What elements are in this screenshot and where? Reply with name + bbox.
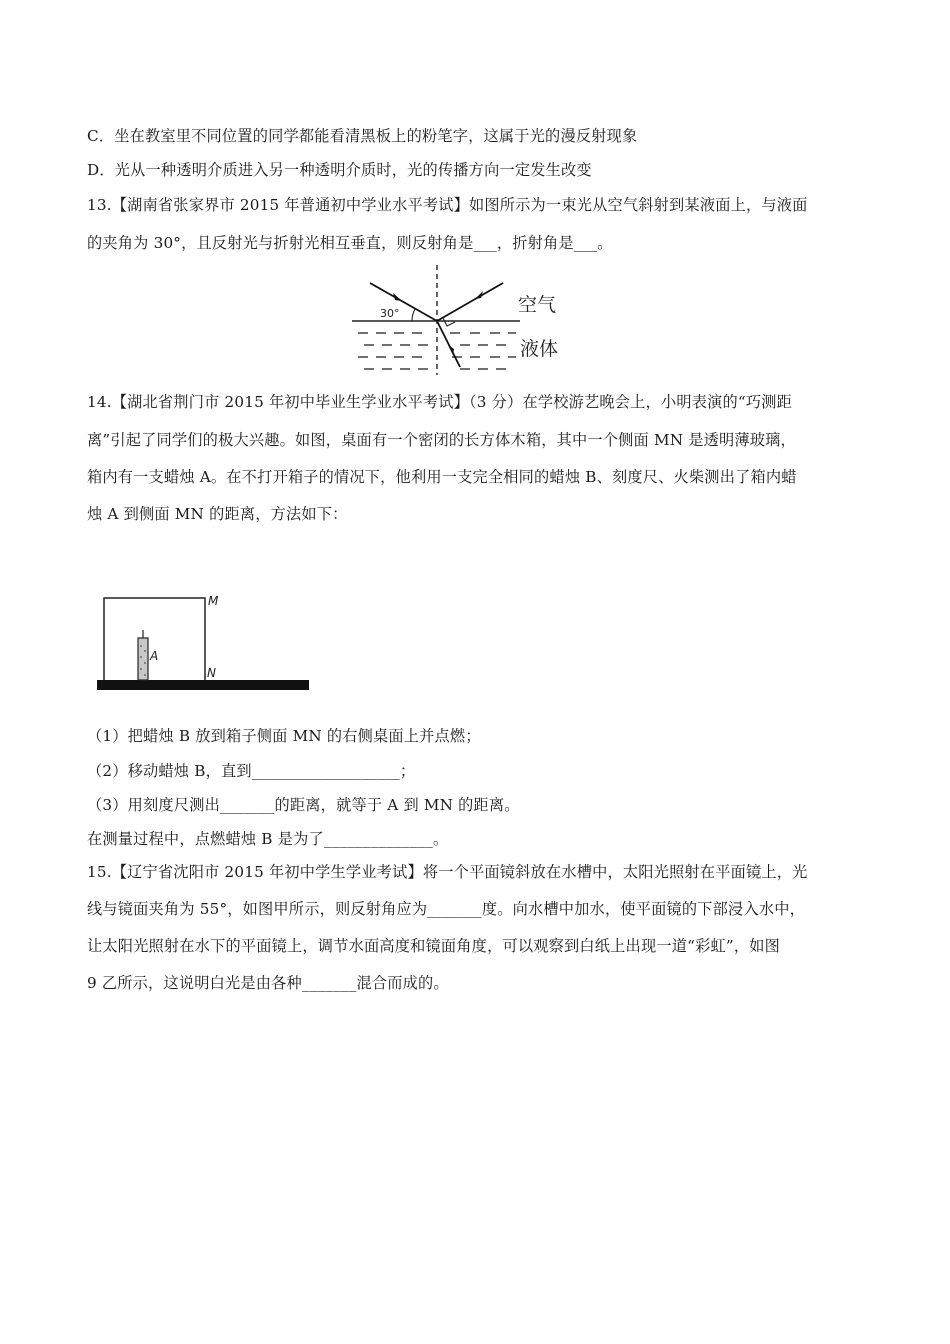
step-2: （2）移动蜡烛 B，直到___________________； bbox=[87, 762, 416, 780]
label-a: A bbox=[150, 649, 159, 663]
question-14-line-3: 箱内有一支蜡烛 A。在不打开箱子的情况下，他利用一支完全相同的蜡烛 B、刻度尺、火柴测出了箱内蜡 bbox=[87, 468, 797, 486]
question-15-line-4: 9 乙所示，这说明白光是由各种_______混合而成的。 bbox=[87, 974, 449, 992]
label-m: M bbox=[208, 594, 219, 608]
right-angle-mark bbox=[443, 318, 455, 326]
reflected-arrow-icon bbox=[475, 291, 483, 299]
option-d: D．光从一种透明介质进入另一种透明介质时，光的传播方向一定发生改变 bbox=[87, 161, 592, 179]
question-15-line-1: 15.【辽宁省沈阳市 2015 年初中学生学业考试】将一个平面镜斜放在水槽中，太阳光照射在平面镜上，光 bbox=[87, 863, 808, 881]
reflected-ray bbox=[437, 283, 503, 321]
table-surface bbox=[97, 680, 309, 690]
measurement-note: 在测量过程中，点燃蜡烛 B 是为了______________。 bbox=[87, 830, 449, 848]
question-14-line-4: 烛 A 到侧面 MN 的距离，方法如下： bbox=[87, 505, 348, 523]
box-outline bbox=[104, 598, 205, 680]
candle-a bbox=[138, 638, 148, 680]
step-3: （3）用刻度尺测出_______的距离，就等于 A 到 MN 的距离。 bbox=[87, 796, 520, 814]
question-15-line-2: 线与镜面夹角为 55°，如图甲所示，则反射角应为_______度。向水槽中加水，使平面镜的下部浸入水中， bbox=[87, 900, 805, 918]
liquid-label: 液体 bbox=[520, 338, 559, 360]
question-14-line-2: 离”引起了同学们的极大兴趣。如图，桌面有一个密闭的长方体木箱，其中一个侧面 MN 是透明薄玻璃， bbox=[87, 431, 796, 449]
angle-label: 30° bbox=[380, 307, 400, 320]
question-13-line-2: 的夹角为 30°，且反射光与折射光相互垂直，则反射角是___，折射角是___。 bbox=[87, 234, 613, 252]
angle-arc bbox=[412, 309, 415, 321]
question-14-line-1: 14.【湖北省荆门市 2015 年初中毕业生学业水平考试】（3 分）在学校游艺晚会上，小明表演的“巧测距 bbox=[87, 393, 793, 411]
question-13-line-1: 13.【湖南省张家界市 2015 年普通初中学业水平考试】如图所示为一束光从空气斜射到某液面上，与液面 bbox=[87, 196, 808, 214]
figure-14-box-diagram bbox=[85, 588, 315, 700]
question-15-line-3: 让太阳光照射在水下的平面镜上，调节水面高度和镜面角度，可以观察到白纸上出现一道“彩虹”，如图 bbox=[87, 937, 780, 955]
step-1: （1）把蜡烛 B 放到箱子侧面 MN 的右侧桌面上并点燃； bbox=[87, 727, 481, 745]
refracted-ray bbox=[437, 321, 460, 367]
figure-13-refraction-diagram bbox=[350, 263, 580, 375]
air-label: 空气 bbox=[518, 294, 557, 316]
label-n: N bbox=[207, 666, 216, 680]
option-c: C．坐在教室里不同位置的同学都能看清黑板上的粉笔字，这属于光的漫反射现象 bbox=[87, 127, 638, 145]
refracted-arrow-icon bbox=[448, 345, 454, 355]
